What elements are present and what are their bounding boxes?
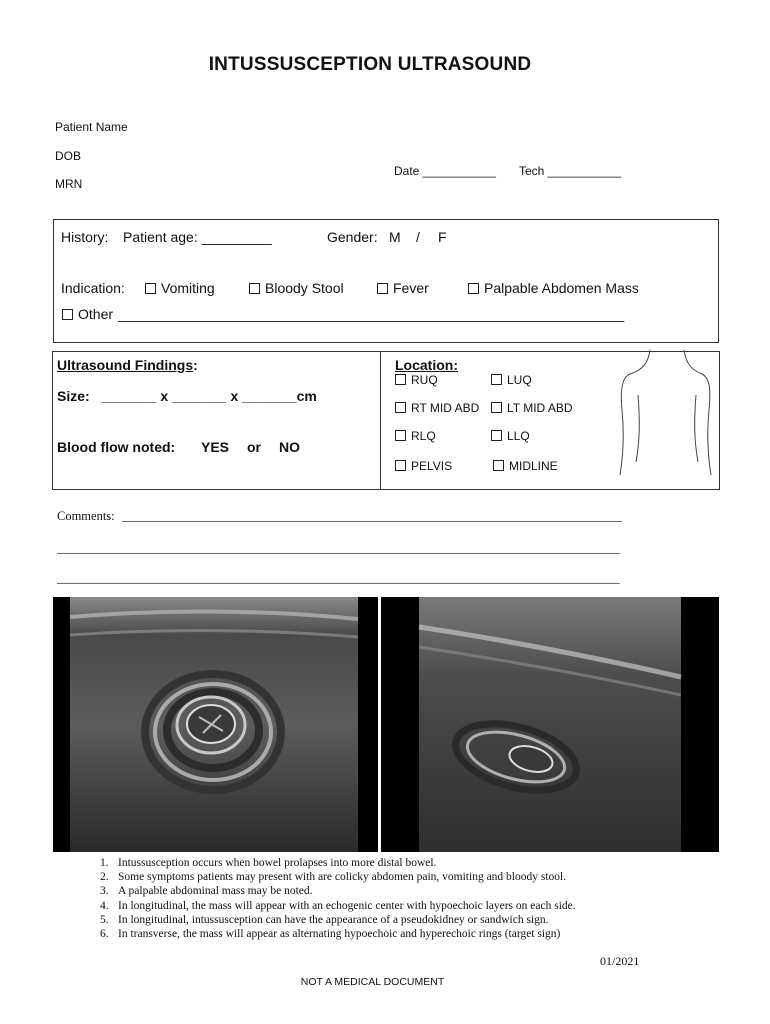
list-item: 1. Intussusception occurs when bowel prolapses into more distal bowel.	[100, 857, 437, 869]
comments-label: Comments:	[57, 509, 115, 523]
indication-fever[interactable]: Fever	[377, 280, 429, 296]
checkbox-icon	[491, 430, 502, 441]
indication-palpable-mass[interactable]: Palpable Abdomen Mass	[468, 280, 639, 296]
indication-other[interactable]: Other	[62, 306, 113, 322]
list-item: 5. In longitudinal, intussusception can have the appearance of a pseudokidney or sandwich sign.	[100, 913, 549, 926]
location-heading: Location:	[395, 357, 458, 373]
gender-label: Gender:	[327, 229, 378, 245]
footer-disclaimer: NOT A MEDICAL DOCUMENT	[300, 976, 445, 988]
torso-outline-image	[612, 350, 717, 480]
history-label: History:	[61, 229, 109, 245]
gender-separator: /	[416, 229, 420, 245]
checkbox-icon	[395, 402, 406, 413]
checkbox-icon	[249, 283, 260, 294]
location-luq[interactable]: LUQ	[491, 373, 532, 387]
location-rt-mid-abd[interactable]: RT MID ABD	[395, 401, 479, 415]
list-item: 4. In longitudinal, the mass will appear with an echogenic center with hypoechoic layers on each side.	[100, 899, 576, 912]
checkbox-icon	[491, 374, 502, 385]
comments-line-1[interactable]: ________________________________________________________________________________	[122, 509, 622, 523]
blood-flow-or: or	[247, 439, 261, 455]
checkbox-icon	[62, 309, 73, 320]
mrn-label: MRN	[55, 177, 83, 191]
dob-label: DOB	[55, 149, 82, 163]
location-ruq[interactable]: RUQ	[395, 373, 438, 387]
checkbox-icon	[395, 374, 406, 385]
notes-list	[100, 856, 576, 941]
checkbox-icon	[491, 402, 502, 413]
size-label: Size:	[57, 388, 90, 404]
indication-vomiting[interactable]: Vomiting	[145, 280, 215, 296]
findings-heading: Ultrasound Findings:	[57, 357, 198, 373]
blood-flow-label: Blood flow noted:	[57, 439, 176, 455]
findings-divider	[380, 351, 381, 489]
ultrasound-longitudinal-image	[381, 597, 719, 852]
location-rlq[interactable]: RLQ	[395, 429, 436, 443]
blood-flow-no[interactable]: NO	[279, 439, 300, 455]
checkbox-icon	[395, 430, 406, 441]
checkbox-icon	[468, 283, 479, 294]
gender-m-option[interactable]: M	[389, 229, 401, 245]
date-code: 01/2021	[600, 954, 640, 968]
location-midline[interactable]: MIDLINE	[493, 459, 558, 473]
ultrasound-transverse-image	[53, 597, 378, 852]
date-field[interactable]: Date ___________	[394, 164, 497, 178]
page-title: INTUSSUSCEPTION ULTRASOUND	[208, 54, 532, 75]
other-line[interactable]: _________________________________________________________________	[118, 306, 625, 322]
checkbox-icon	[377, 283, 388, 294]
indication-label: Indication:	[61, 280, 125, 296]
list-item: 6. In transverse, the mass will appear as alternating hypoechoic and hyperechoic rings (target sign)	[100, 928, 561, 941]
location-pelvis[interactable]: PELVIS	[395, 459, 452, 473]
patient-name-label: Patient Name	[55, 120, 128, 134]
checkbox-icon	[395, 460, 406, 471]
comments-line-3[interactable]: __________________________________________________________________________________________	[57, 571, 620, 585]
checkbox-icon	[145, 283, 156, 294]
size-field[interactable]: _______ x _______ x _______cm	[102, 388, 317, 404]
checkbox-icon	[493, 460, 504, 471]
patient-age-field[interactable]: Patient age: _________	[123, 229, 272, 245]
tech-field[interactable]: Tech ___________	[519, 164, 622, 178]
comments-line-2[interactable]: __________________________________________________________________________________________	[57, 541, 620, 555]
list-item: 3. A palpable abdominal mass may be noted.	[100, 885, 313, 898]
list-item: 2. Some symptoms patients may present with are colicky abdomen pain, vomiting and bloody stool.	[100, 871, 567, 884]
gender-f-option[interactable]: F	[438, 229, 447, 245]
blood-flow-yes[interactable]: YES	[201, 439, 230, 455]
location-llq[interactable]: LLQ	[491, 429, 530, 443]
location-lt-mid-abd[interactable]: LT MID ABD	[491, 401, 573, 415]
indication-bloody-stool[interactable]: Bloody Stool	[249, 280, 344, 296]
